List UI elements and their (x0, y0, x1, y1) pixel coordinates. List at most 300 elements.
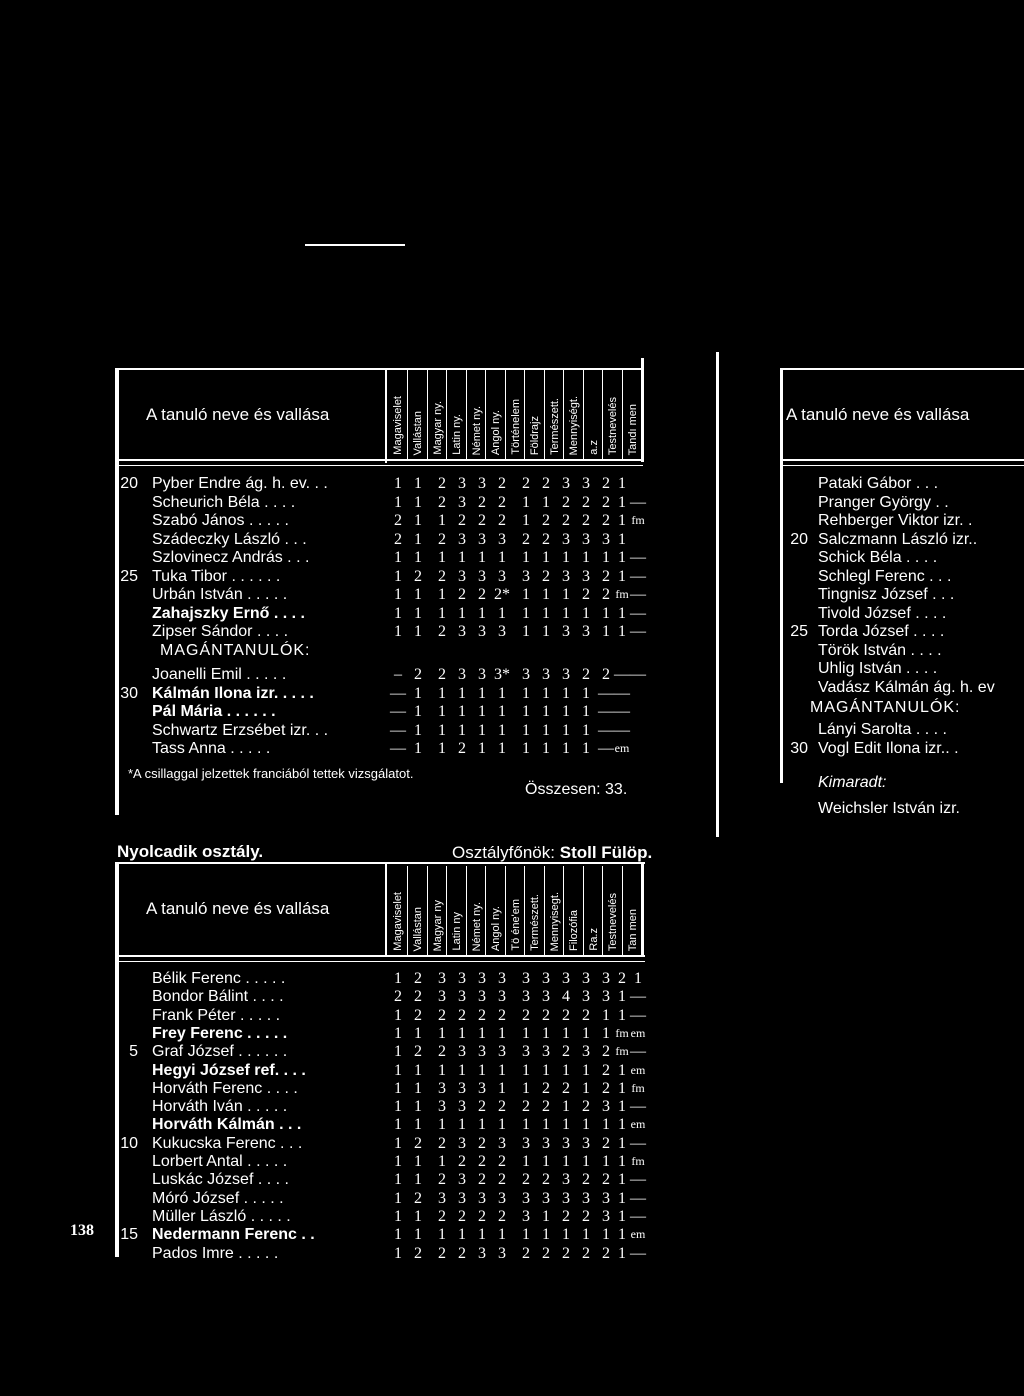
grade-cell: 3 (438, 970, 446, 987)
grade-cell: 1 (542, 684, 550, 702)
grade-cell: em (630, 1025, 646, 1040)
subject-header (407, 370, 427, 459)
student-name: Joanelli Emil . . . . . (152, 666, 287, 683)
grade-cell: 1 (478, 684, 486, 702)
grade-cell: 1 (542, 1116, 550, 1134)
list-item (782, 585, 1024, 604)
grade-cell: 1 (522, 586, 530, 603)
student-name: Vogl Edit Ilona izr.. . (818, 740, 959, 757)
grade-cell: 1 (478, 1024, 486, 1042)
grade-cell: 2 (438, 1244, 446, 1262)
grade-cell: 2 (438, 567, 446, 585)
grade-cell: 3 (498, 623, 506, 640)
student-name: Vadász Kálmán ág. h. ev (818, 678, 995, 696)
grade-cell: 2 (498, 1171, 506, 1189)
student-name: Schwartz Erzsébet izr. . . (152, 721, 329, 739)
subject-label: Német ny. (470, 901, 483, 951)
grade-cell: 1 (438, 604, 446, 622)
subject-label: a.z (587, 440, 600, 455)
grade-cell: 3 (522, 1043, 530, 1061)
grade-cell: 3 (478, 1079, 486, 1097)
grade-cell: 1 (458, 1116, 466, 1134)
subject-header (524, 370, 544, 459)
grade-cell: 1 (414, 740, 422, 757)
grade-cell: 1 (562, 1098, 570, 1116)
grade-cell: 2 (414, 970, 422, 987)
grade-cell: em (614, 741, 630, 755)
grade-cell: 1 (394, 1244, 402, 1262)
student-name: Szádeczky László . . . (152, 530, 307, 548)
grade-cell: 2 (542, 1006, 550, 1024)
grade-cell: 3 (522, 1189, 530, 1207)
list-item (782, 622, 1024, 641)
grade-cell: 1 (618, 567, 626, 585)
grade-cell: 2 (582, 512, 590, 529)
subject-label: Magaviselet (392, 892, 404, 951)
grade-cell: 3 (458, 567, 466, 585)
grade-cell: 2 (414, 567, 422, 585)
grade-cell: 3 (478, 970, 486, 987)
grade-cell: 3 (542, 970, 550, 987)
grade-cell: 2 (414, 1189, 422, 1207)
grade-cell: 1 (542, 740, 550, 757)
table-row (0, 1097, 660, 1116)
grade-cell: 1 (438, 512, 446, 529)
grade-cell: 1 (438, 684, 446, 702)
subject-header (563, 866, 583, 955)
grade-cell: 1 (522, 493, 530, 511)
grade-cell: 1 (414, 1116, 422, 1134)
table-row (0, 474, 660, 493)
grade-cell: 1 (414, 684, 422, 702)
grade-cell: 2 (438, 623, 446, 640)
table-row (0, 622, 660, 641)
grade-cell: 2 (562, 1244, 570, 1262)
grade-cell: 1 (542, 1207, 550, 1225)
grade-cell: 2 (602, 493, 610, 511)
grade-cell: 3 (542, 988, 550, 1006)
table-row (0, 567, 660, 586)
grade-cell: 3 (438, 1079, 446, 1097)
grade-cell: — (598, 703, 614, 720)
grade-cell: 1 (602, 1024, 610, 1042)
grade-cell: 2 (478, 1134, 486, 1152)
grade-cell: 3 (458, 530, 466, 548)
grade-cell: 1 (522, 684, 530, 702)
grade-cell: 1 (542, 1061, 550, 1079)
grade-cell: 3 (478, 530, 486, 548)
subject-header (485, 866, 505, 955)
grade-cell: 1 (458, 684, 466, 702)
grade-cell: 1 (438, 549, 446, 566)
subject-header (563, 370, 583, 459)
grade-cell: 3 (602, 1207, 610, 1225)
grade-cell: 2 (458, 1207, 466, 1225)
grade-cell: 2 (458, 1006, 466, 1024)
grade-cell: 3 (458, 666, 466, 683)
subject-header (505, 866, 525, 955)
grade-cell: 2 (522, 1171, 530, 1189)
grade-cell: 1 (394, 1061, 402, 1079)
subject-header (524, 866, 544, 955)
student-name: Kukucska Ferenc . . . (152, 1134, 303, 1152)
grade-cell: 2 (602, 1171, 610, 1189)
grade-cell: — (630, 1207, 646, 1225)
grade-cell: 2 (618, 970, 626, 987)
grade-cell: 1 (478, 604, 486, 622)
grade-cell: 1 (562, 586, 570, 603)
student-name: Lányi Sarolta . . . . (818, 721, 947, 738)
subject-header (602, 866, 622, 955)
grade-cell: — (390, 740, 406, 757)
student-name: Lorbert Antal . . . . . (152, 1153, 288, 1170)
subject-header (622, 370, 642, 459)
grade-cell: 1 (618, 530, 626, 548)
grade-cell: 1 (618, 1189, 626, 1207)
grade-cell: 3 (562, 666, 570, 683)
grade-cell: 1 (562, 1061, 570, 1079)
grade-cell: 2 (522, 1098, 530, 1116)
grade-cell: 1 (602, 1116, 610, 1134)
grade-cell: 1 (394, 567, 402, 585)
grade-cell: 3 (582, 1134, 590, 1152)
grade-cell: 3 (498, 988, 506, 1006)
grade-cell: 2 (438, 666, 446, 683)
grade-cell: 2 (602, 586, 610, 603)
table-row (0, 493, 660, 512)
grade-cell: 1 (522, 721, 530, 739)
grade-cell: 3 (522, 1207, 530, 1225)
grade-cell: 1 (394, 1189, 402, 1207)
grade-cell: 2 (582, 1006, 590, 1024)
grade-cell: 1 (582, 684, 590, 702)
grade-cell: 2 (414, 1134, 422, 1152)
grade-cell: 3 (542, 1134, 550, 1152)
subject-header (544, 370, 564, 459)
student-name: Pataki Gábor . . . (818, 475, 939, 492)
subject-label: Ra.z (587, 928, 600, 951)
right-private-label: MAGÁNTANULÓK: (810, 699, 961, 716)
grade-cell: 3 (438, 1098, 446, 1116)
grade-cell: 2 (498, 1006, 506, 1024)
subject-header (583, 370, 603, 459)
grade-cell: 3 (582, 1189, 590, 1207)
grade-cell: 1 (394, 1171, 402, 1189)
grade-cell: 3 (478, 1043, 486, 1061)
grade-cell: 1 (414, 493, 422, 511)
grade-cell: — (598, 721, 614, 739)
grade-cell: 2 (582, 1207, 590, 1225)
student-name: Luskác József . . . . (152, 1171, 289, 1189)
student-name: Horváth Iván . . . . . (152, 1098, 288, 1116)
grade-cell: 1 (498, 1116, 506, 1134)
grade-cell: 2 (582, 1171, 590, 1189)
grade-cell: 2 (522, 1006, 530, 1024)
grade-cell: 2 (562, 512, 570, 529)
top-rule (305, 244, 405, 246)
subject-header (466, 370, 486, 459)
grade-cell: 2 (414, 988, 422, 1006)
grade-cell: 3 (522, 988, 530, 1006)
subject-header (427, 866, 447, 955)
grade-cell: 1 (522, 623, 530, 640)
grade-cell: 1 (498, 549, 506, 566)
grade-cell: — (390, 684, 406, 702)
grade-cell: 1 (562, 604, 570, 622)
grade-cell: 1 (618, 1171, 626, 1189)
grade-cell: 2 (438, 475, 446, 492)
grade-cell: 1 (582, 1024, 590, 1042)
grade-cell: 2 (542, 475, 550, 492)
grade-cell: 1 (394, 493, 402, 511)
student-name: Horváth Ferenc . . . . (152, 1079, 298, 1097)
student-name: Scheurich Béla . . . . (152, 493, 296, 511)
grade-cell: 1 (582, 1061, 590, 1079)
grade-cell: 1 (542, 1024, 550, 1042)
student-name: Schlegl Ferenc . . . (818, 567, 952, 585)
student-name: Bondor Bálint . . . . (152, 988, 284, 1006)
grade-cell: 1 (618, 493, 626, 511)
table-row (0, 702, 660, 721)
right-name-header: A tanuló neve és vallása (786, 405, 970, 424)
student-name: Török István . . . . (818, 641, 942, 659)
grade-cell: 1 (394, 1116, 402, 1134)
row-number: 15 (120, 1226, 138, 1244)
subject-header (544, 866, 564, 955)
row-number: 10 (120, 1134, 138, 1152)
table-row (0, 684, 660, 703)
row-number: 5 (129, 1043, 138, 1061)
table-row (0, 1024, 660, 1043)
grade-cell: 3 (582, 530, 590, 548)
grade-cell: 1 (542, 586, 550, 603)
subject-label: Mennyisegt. (548, 891, 561, 951)
grade-cell: — (630, 567, 646, 585)
grade-cell: 1 (458, 1024, 466, 1042)
grade-cell: 1 (394, 1226, 402, 1244)
table-row (0, 1170, 660, 1189)
grade-cell: 1 (478, 1226, 486, 1244)
grade-cell: 2 (562, 1043, 570, 1061)
grade-cell: 2 (438, 1043, 446, 1061)
grade-cell: 2 (394, 988, 402, 1006)
grade-cell: 1 (634, 970, 642, 987)
grade-cell: — (614, 721, 630, 739)
grade-cell: 3 (458, 1079, 466, 1097)
grade-cell: 2 (438, 493, 446, 511)
grade-cell: 3 (602, 988, 610, 1006)
grade-cell: 1 (394, 1079, 402, 1097)
grade-cell: 2* (494, 586, 510, 603)
grade-cell: — (614, 703, 630, 720)
grade-cell: 1 (438, 703, 446, 720)
grade-cell: 1 (414, 475, 422, 492)
grade-cell: 1 (602, 604, 610, 622)
student-name: Horváth Kálmán . . . (152, 1116, 302, 1134)
grade-cell: 3 (562, 530, 570, 548)
grade-cell: 1 (562, 740, 570, 757)
grade-cell: 1 (562, 684, 570, 702)
list-item (782, 567, 1024, 586)
grade-cell: 1 (602, 549, 610, 566)
grade-cell: 3 (562, 970, 570, 987)
grade-cell: 3 (458, 988, 466, 1006)
grade-cell: fm (631, 1080, 645, 1095)
subject-label: Német ny. (470, 405, 483, 455)
grade-cell: 2 (478, 1207, 486, 1225)
eighth-subject-columns (388, 866, 641, 955)
grade-cell: 2 (478, 512, 486, 529)
grade-cell: 1 (562, 703, 570, 720)
grade-cell: 1 (414, 530, 422, 548)
grade-cell: 1 (414, 512, 422, 529)
grade-cell: 2 (498, 512, 506, 529)
grade-cell: 3 (542, 1043, 550, 1061)
grade-cell: 1 (458, 703, 466, 720)
grade-cell: 1 (414, 586, 422, 603)
grade-cell: 1 (414, 703, 422, 720)
grade-cell: 2 (478, 1098, 486, 1116)
grade-cell: 1 (394, 1098, 402, 1116)
omitted-label: Kimaradt: (818, 774, 887, 791)
grade-cell: 2 (522, 530, 530, 548)
grade-cell: 1 (522, 1226, 530, 1244)
grade-cell: 1 (542, 549, 550, 566)
grade-cell: 1 (498, 1079, 506, 1097)
grade-cell: 3 (478, 666, 486, 683)
grade-cell: 1 (522, 1061, 530, 1079)
grade-cell: 3 (458, 1171, 466, 1189)
top-subject-columns (388, 370, 641, 459)
grade-cell: — (614, 666, 630, 683)
grade-cell: 2 (458, 1244, 466, 1262)
grade-cell: 2 (602, 475, 610, 492)
grade-cell: 1 (582, 740, 590, 757)
table-row (0, 1079, 660, 1098)
list-item (782, 720, 1024, 739)
grade-cell: 3 (498, 1043, 506, 1061)
grade-cell: 1 (438, 721, 446, 739)
grade-cell: — (630, 586, 646, 603)
grade-cell: 3 (582, 1043, 590, 1061)
grade-cell: 3 (562, 1189, 570, 1207)
grade-cell: 1 (414, 721, 422, 739)
head-teacher-name: Stoll Fülöp. (559, 843, 653, 862)
grade-cell: 2 (542, 1079, 550, 1097)
grade-cell: 1 (522, 1079, 530, 1097)
grade-cell: 1 (618, 475, 626, 492)
list-item (782, 548, 1024, 567)
grade-cell: 2 (522, 1244, 530, 1262)
grade-cell: 3* (494, 666, 510, 683)
grade-cell: 1 (498, 684, 506, 702)
grade-cell: 3 (582, 567, 590, 585)
grade-cell: 1 (542, 493, 550, 511)
grade-cell: 1 (618, 988, 626, 1006)
grade-cell: 1 (414, 1079, 422, 1097)
grade-cell: 3 (498, 1244, 506, 1262)
grade-cell: 1 (414, 1226, 422, 1244)
grade-cell: 1 (602, 1006, 610, 1024)
subject-label: Tandı men (626, 403, 639, 455)
grade-cell: 1 (394, 475, 402, 492)
grade-cell: 2 (602, 512, 610, 529)
subject-header (388, 370, 407, 459)
table-row (0, 1006, 660, 1025)
grade-cell: 3 (498, 530, 506, 548)
student-name: Pranger György . . (818, 493, 949, 511)
grade-cell: 3 (438, 1189, 446, 1207)
head-teacher-label: Osztályfőnök: (452, 843, 555, 862)
grade-cell: 2 (478, 586, 486, 603)
grade-cell: — (630, 1189, 646, 1207)
grade-cell: 3 (582, 623, 590, 640)
grade-cell: 1 (542, 721, 550, 739)
subject-label: Természett. (548, 398, 561, 455)
eighth-name-header: A tanuló neve és vallása (146, 899, 330, 918)
grade-cell: 1 (498, 1024, 506, 1042)
grade-cell: 1 (414, 604, 422, 622)
grade-cell: 1 (414, 549, 422, 566)
list-item (782, 739, 1024, 758)
grade-cell: 1 (414, 1207, 422, 1225)
grade-cell: 3 (478, 475, 486, 492)
grade-cell: 1 (414, 1171, 422, 1189)
grade-cell: 2 (582, 1244, 590, 1262)
subject-header (466, 866, 486, 955)
grade-cell: 1 (618, 1079, 626, 1097)
table-row (0, 969, 660, 988)
grade-cell: fm (615, 1044, 629, 1059)
grade-cell: — (630, 549, 646, 566)
grade-cell: 1 (414, 623, 422, 640)
grade-cell: 1 (394, 549, 402, 566)
subject-label: Filozófia (568, 910, 581, 951)
grade-cell: 1 (522, 512, 530, 529)
student-name: Bélik Ferenc . . . . . (152, 970, 286, 987)
grade-cell: – (394, 666, 402, 683)
subject-label: Magyar ny (431, 899, 444, 951)
subject-header (505, 370, 525, 459)
grade-cell: 2 (562, 1006, 570, 1024)
grade-cell: 3 (458, 1043, 466, 1061)
student-name: Uhlig István . . . . (818, 660, 938, 677)
grade-cell: 1 (438, 740, 446, 757)
grade-cell: 1 (582, 1116, 590, 1134)
grade-cell: 1 (458, 549, 466, 566)
grade-cell: 3 (562, 1171, 570, 1189)
grade-cell: 1 (542, 1153, 550, 1170)
subject-label: Magaviselet (392, 396, 404, 455)
table-row (0, 1189, 660, 1208)
subject-label: Természett. (529, 894, 542, 951)
grade-cell: 2 (414, 1006, 422, 1024)
grade-cell: 2 (602, 1079, 610, 1097)
list-item (782, 511, 1024, 530)
grade-cell: 3 (498, 1189, 506, 1207)
grade-cell: 1 (618, 1226, 626, 1244)
omitted-name: Weichsler István izr. (818, 800, 960, 817)
grade-cell: 3 (602, 970, 610, 987)
grade-cell: 1 (602, 1153, 610, 1170)
grade-cell: 1 (414, 1024, 422, 1042)
table-row (0, 721, 660, 740)
student-name: Móró József . . . . . (152, 1189, 284, 1207)
grade-cell: 1 (498, 1226, 506, 1244)
list-item (782, 678, 1024, 697)
subject-label: Angol ny. (490, 905, 503, 951)
student-name: Tuka Tibor . . . . . . (152, 567, 281, 585)
